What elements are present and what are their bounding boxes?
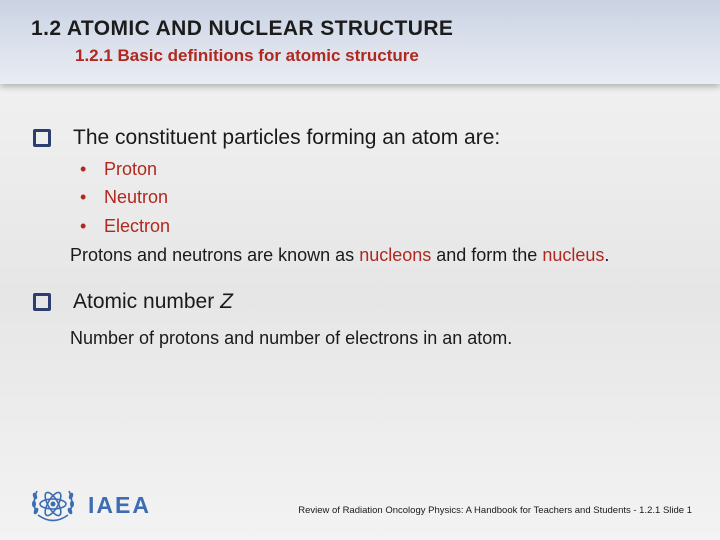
heading-text: Atomic number (73, 290, 221, 313)
atomic-number-symbol: Z (220, 290, 233, 313)
note-text: Protons and neutrons are known as (70, 245, 360, 265)
bullet-dot-icon: • (80, 187, 87, 207)
nucleons-note (70, 245, 609, 266)
list-item-label: Neutron (104, 187, 169, 207)
slide-header (0, 0, 720, 84)
note-text: . (604, 245, 610, 265)
footer-reference: Review of Radiation Oncology Physics: A Handbook for Teachers and Students - 1.2.1 Slide 1 (298, 505, 692, 516)
note-text: and form the (431, 245, 543, 265)
section-heading-particles: The constituent particles forming an atom are: (73, 126, 501, 149)
list-item (80, 187, 168, 208)
iaea-logo-text: IAEA (88, 492, 151, 518)
atomic-number-description: Number of protons and number of electrons in an atom. (70, 328, 513, 348)
term-nucleus: nucleus (542, 245, 605, 265)
list-item (80, 216, 170, 237)
list-item-label: Electron (104, 216, 171, 236)
term-nucleons: nucleons (359, 245, 432, 265)
list-item-label: Proton (104, 159, 158, 179)
slide-title: 1.2 ATOMIC AND NUCLEAR STRUCTURE (31, 17, 454, 40)
square-bullet-icon (33, 129, 51, 147)
bullet-dot-icon: • (80, 159, 87, 179)
bullet-dot-icon: • (80, 216, 87, 236)
slide-subtitle: 1.2.1 Basic definitions for atomic structure (75, 46, 419, 65)
iaea-emblem-icon (28, 482, 78, 530)
square-bullet-icon (33, 293, 51, 311)
section-heading-atomic-number (73, 290, 233, 314)
list-item (80, 159, 157, 180)
